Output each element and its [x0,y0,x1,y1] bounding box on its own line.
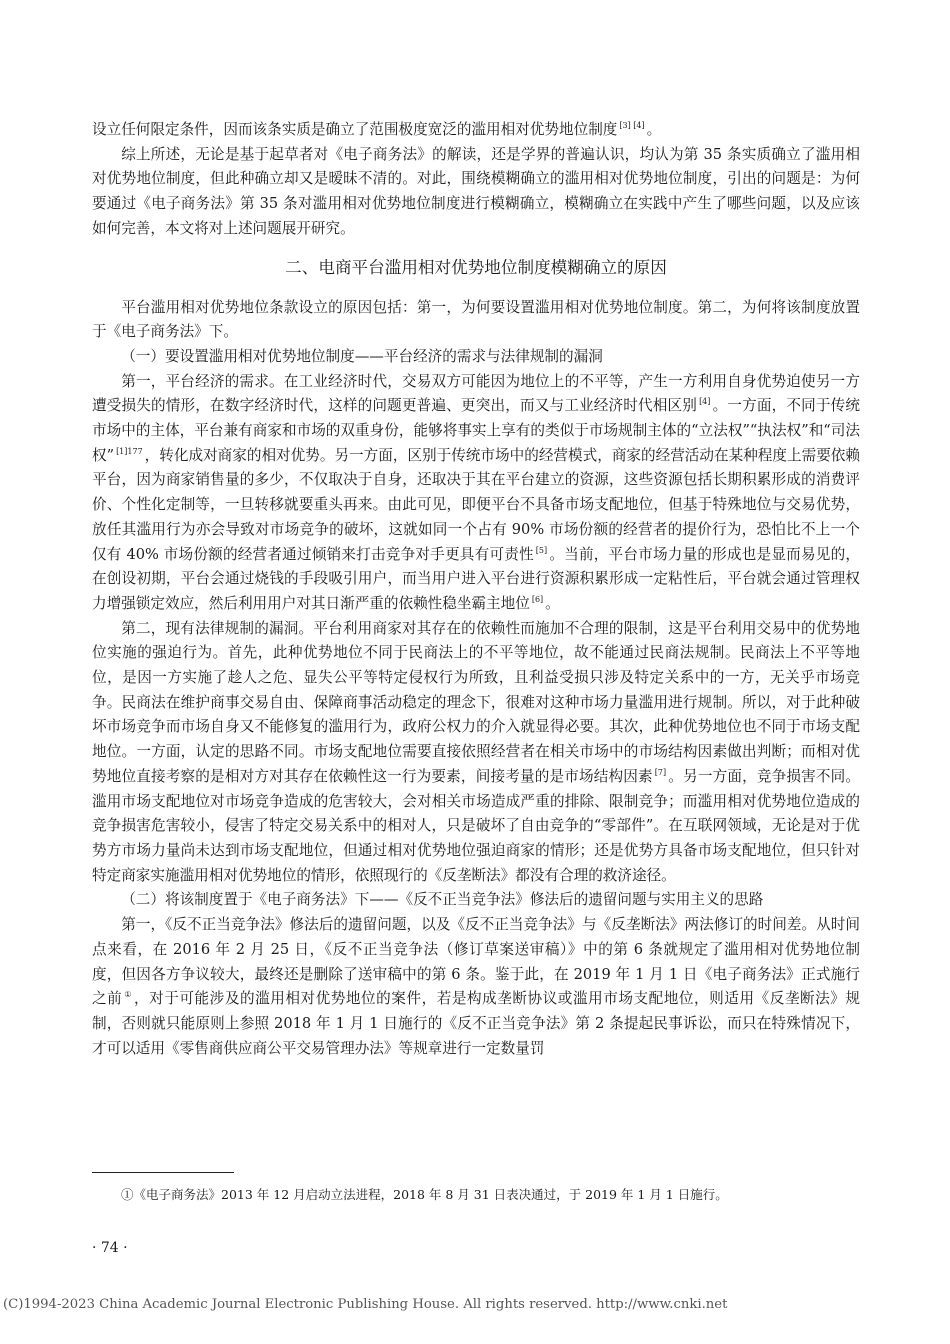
paragraph-text: ，转化成对商家的相对优势。另一方面，区别于传统市场中的经营模式，商家的经营活动在某种程度上需要依赖平台，因为商家销售量的多少，不仅取决于自身，还取决于其在平台建立的资源，这些资源包括长期积累形成的消费评价、个性化定制等，一旦转移就要重头再来。由此可见，即便平台不具备市场支配地位，但基于特殊地位与交易优势，放任其滥用行为亦会导致对市场竞争的破坏，这就如同一个占有 90% 市场份额的经营者的提价行为，恐怕比不上一个仅有 40% 市场份额的经营者通过倾销来打击竞争对手更具有可责性 [92,446,860,563]
citation: [7] [654,768,667,778]
paragraph-text: 。 [545,594,560,612]
paragraph-text: 。 [646,121,662,138]
paragraph: 综上所述，无论是基于起草者对《电子商务法》的解读，还是学界的普遍认识，均认为第 35 条实质确立了滥用相对优势地位制度，但此种确立却又是暧昧不清的。对此，围绕模糊确立的滥用相对优势地位制度，引出的问题是：为何要通过《电子商务法》第 35 条对滥用相对优势地位制度进行模糊确立，模糊确立在实践中产生了哪些问题，以及应该如何完善，本文将对上述问题展开研究。 [92,145,860,237]
footnote-marker[interactable]: ① [124,990,132,1000]
paragraph-text: 。另一方面，竞争损害不同。滥用市场支配地位对市场竞争造成的危害较大，会对相关市场造成严重的排除、限制竞争；而滥用相对优势地位造成的竞争损害危害较小，侵害了特定交易关系中的相对人，只是破坏了自由竞争的“零部件”。在互联网领域，无论是对于优势方市场力量尚未达到市场支配地位，但通过相对优势地位强迫商家的情形；还是优势方具备市场支配地位，但只针对特定商家实施滥用相对优势地位的情形，依照现行的《反垄断法》都没有合理的救济途径。 [92,767,860,884]
footnote-divider [92,1172,234,1173]
paragraph-text: 第一，平台经济的需求。在工业经济时代，交易双方可能因为地位上的不平等，产生一方利用自身优势迫使另一方遭受损失的情形，在数字经济时代，这样的问题更普遍、更突出，而又与工业经济时代相区别 [92,372,860,415]
citation: [4] [699,397,711,407]
paragraph-text: 。当前，平台市场力量的形成也是显而易见的，在创设初期，平台会通过烧钱的手段吸引用户，而当用户进入平台进行资源积累形成一定粘性后，平台就会通过管理权力增强锁定效应，然后利用用户对其日渐严重的依赖性稳坐霸主地位 [92,545,860,612]
article-body [92,118,860,1061]
citation: [3] [4] [619,121,645,131]
copyright-notice: (C)1994-2023 China Academic Journal Electronic Publishing House. All rights reserved. http://www.cnki.net [3,1297,728,1312]
paragraph [92,370,860,617]
paragraph-text: ，对于可能涉及的滥用相对优势地位的案件，若是构成垄断协议或滥用市场支配地位，则适用《反垄断法》规制，否则就只能原则上参照 2018 年 1 月 1 日施行的《反不正当竞争法》第 2 条提起民事诉讼，而只在特殊情况下，才可以适用《零售商供应商公平交易管理办法》等规章进行一定数量罚 [92,990,860,1057]
paragraph [92,118,860,143]
paragraph-text: 第二，现有法律规制的漏洞。平台利用商家对其存在的依赖性而施加不合理的限制，这是平台利用交易中的优势地位实施的强迫行为。首先，此种优势地位不同于民商法上的不平等地位，故不能通过民商法规制。民商法上不平等地位，是因一方实施了趁人之危、显失公平等特定侵权行为所致，且利益受损只涉及特定关系中的一方，无关乎市场竞争。民商法在维护商事交易自由、保障商事活动稳定的理念下，很难对这种市场力量滥用进行规制。所以，对于此种破坏市场竞争而市场自身又不能修复的滥用行为，政府公权力的介入就显得必要。其次，此种优势地位也不同于市场支配地位。一方面，认定的思路不同。市场支配地位需要直接依照经营者在相关市场中的市场结构因素做出判断；而相对优势地位直接考察的是相对方对其存在依赖性这一行为要素，间接考量的是市场结构因素 [92,619,860,785]
section-heading: 二、电商平台滥用相对优势地位制度模糊确立的原因 [285,257,667,277]
paragraph-text: 第一，《反不正当竞争法》修法后的遗留问题，以及《反不正当竞争法》与《反垄断法》两法修订的时间差。从时间点来看，在 2016 年 2 月 25 日，《反不正当竞争法（修订草案送审稿）》中的第 6 条就规定了滥用相对优势地位制度，但因各方争议较大，最终还是删除了送审稿中的第 6 条。鉴于此，在 2019 年 1 月 1 日《电子商务法》正式施行之前 [92,916,860,1008]
citation: [6] [531,595,544,605]
citation: [1]177 [116,446,143,456]
citation: [5] [535,545,548,555]
paragraph [92,617,860,889]
paragraph-text: 设立任何限定条件，因而该条实质是确立了范围极度宽泛的滥用相对优势地位制度 [92,121,618,138]
paragraph-text: 。一方面，不同于传统市场中的主体，平台兼有商家和市场的双重身份，能够将事实上享有的类似于市场规制主体的“立法权”“执法权”和“司法权” [92,397,860,464]
subsection-heading: （一）要设置滥用相对优势地位制度——平台经济的需求与法律规制的漏洞 [121,347,603,365]
footnote: ①《电子商务法》2013 年 12 月启动立法进程，2018 年 8 月 31 日表决通过，于 2019 年 1 月 1 日施行。 [121,1187,728,1202]
subsection-heading: （二）将该制度置于《电子商务法》下——《反不正当竞争法》修法后的遗留问题与实用主义的思路 [121,891,764,909]
page-number: · 74 · [92,1240,128,1256]
paragraph: 平台滥用相对优势地位条款设立的原因包括：第一，为何要设置滥用相对优势地位制度。第二，为何将该制度放置于《电子商务法》下。 [92,298,860,341]
paragraph [92,913,860,1061]
